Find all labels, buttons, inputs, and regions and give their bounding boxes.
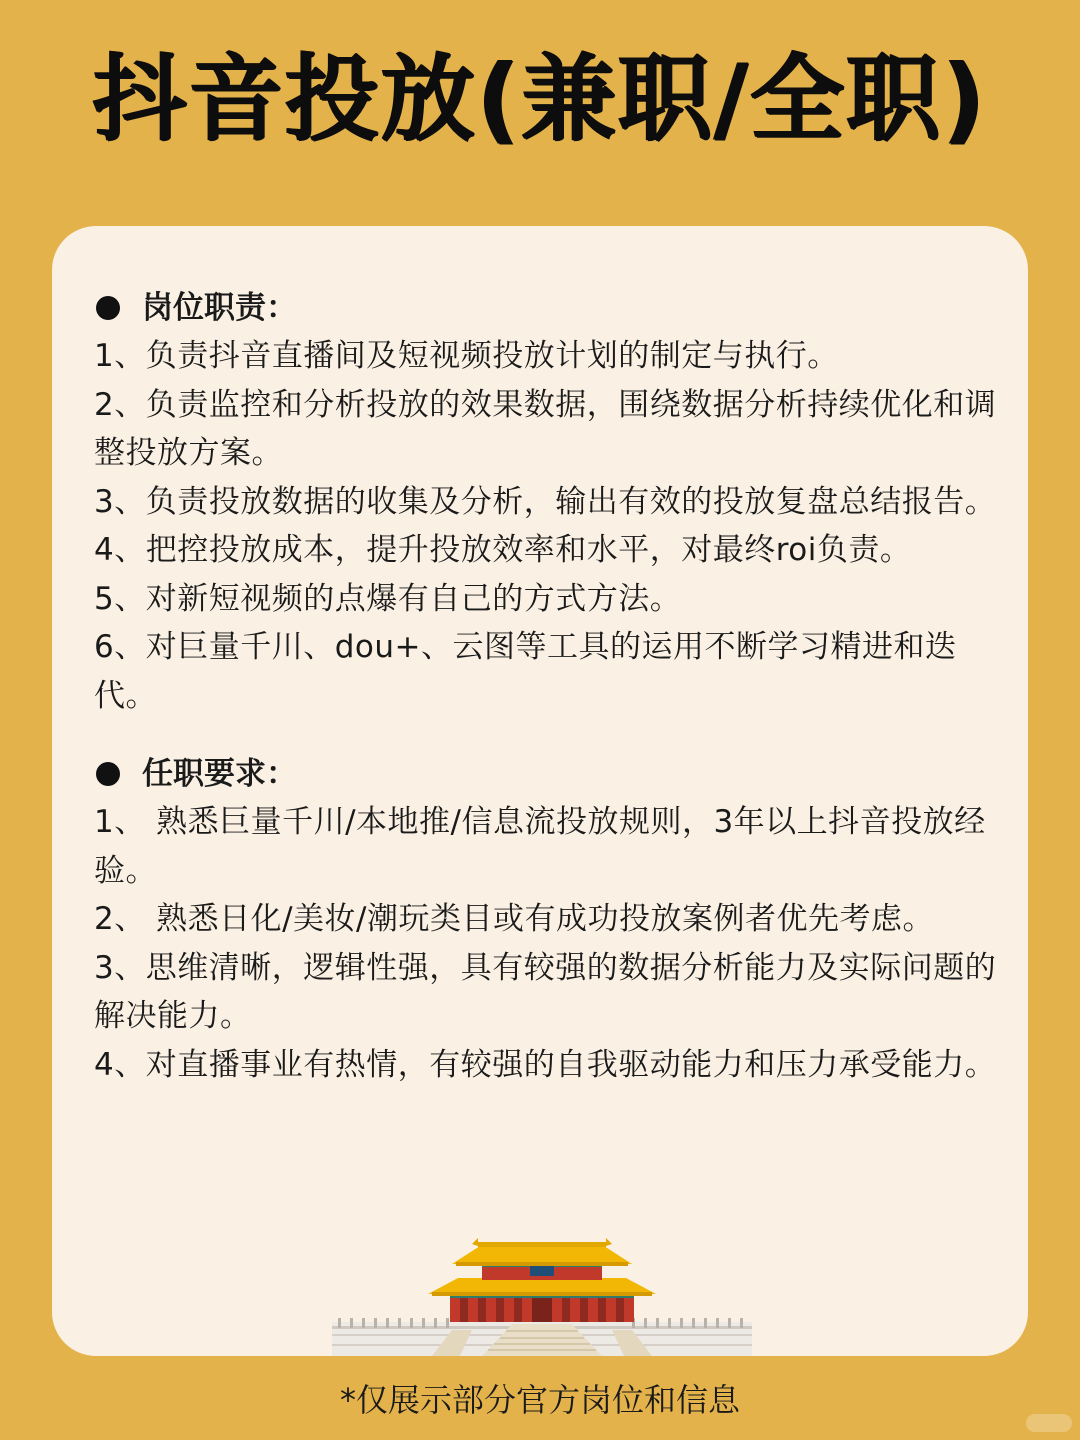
list-item: 6、对巨量千川、dou+、云图等工具的运用不断学习精进和迭代。 [94, 629, 957, 714]
footer-note: *仅展示部分官方岗位和信息 [339, 1381, 740, 1419]
section-heading-text: 岗位职责： [142, 290, 297, 326]
section-heading-requirements [94, 750, 1004, 798]
section-requirements [94, 750, 1004, 1089]
list-item: 4、对直播事业有热情，有较强的自我驱动能力和压力承受能力。 [94, 1046, 997, 1083]
list-item: 5、对新短视频的点爆有自己的方式方法。 [94, 580, 682, 617]
list-item: 3、思维清晰，逻辑性强，具有较强的数据分析能力及实际问题的解决能力。 [94, 949, 997, 1034]
watermark-badge [1026, 1414, 1072, 1432]
content-card [52, 226, 1028, 1356]
list-item: 2、 熟悉日化/美妆/潮玩类目或有成功投放案例者优先考虑。 [94, 901, 934, 937]
page-title: 抖音投放(兼职/全职) [92, 45, 988, 154]
bullet-dot-icon [96, 296, 120, 320]
section-heading-text: 任职要求： [142, 756, 297, 792]
list-item: 1、 熟悉巨量千川/本地推/信息流投放规则，3年以上抖音投放经验。 [94, 804, 986, 889]
palace-illustration-icon [332, 1234, 752, 1356]
bullet-dot-icon [96, 762, 120, 786]
list-item: 2、负责监控和分析投放的效果数据，围绕数据分析持续优化和调整投放方案。 [94, 386, 997, 471]
list-item: 1、负责抖音直播间及短视频投放计划的制定与执行。 [94, 338, 839, 374]
card-content [94, 284, 1004, 1119]
section-responsibilities [94, 284, 1004, 720]
section-heading-responsibilities [94, 284, 1004, 332]
list-item: 3、负责投放数据的收集及分析，输出有效的投放复盘总结报告。 [94, 483, 997, 520]
list-item: 4、把控投放成本，提升投放效率和水平，对最终roi负责。 [94, 532, 912, 568]
